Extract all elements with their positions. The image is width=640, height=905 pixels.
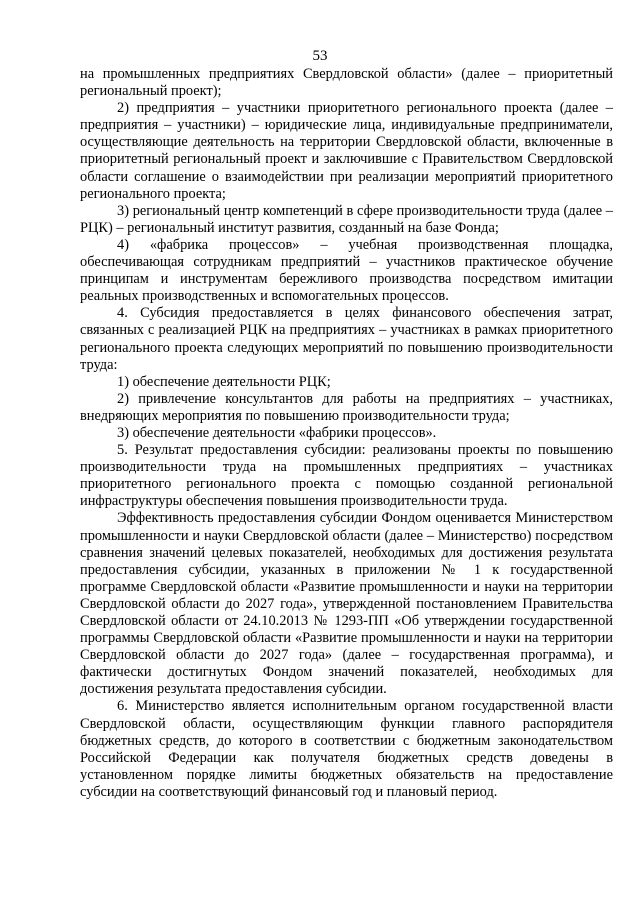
paragraph: Эффективность предоставления субсидии Фондом оценивается Министерством промышленности и науки Свердловской области (далее – Министерство) посредством сравнения значений целевых показателей, необходимых для достижения результата предоставления субсидии, указанных в приложении № 1 к государственной программе Свердловской области «Развитие промышленности и науки на территории Свердловской области до 2027 года», утвержденной постановлением Правительства Свердловской области от 24.10.2013 № 1293-ПП «Об утверждении государственной программы Свердловской области «Развитие промышленности и науки на территории Свердловской области до 2027 года» (далее – государственная программа), и фактически достигнутых Фондом значений показателей, необходимых для достижения результата предоставления субсидии. xyxy=(80,510,613,698)
paragraph: 2) привлечение консультантов для работы на предприятиях – участниках, внедряющих мероприятия по повышению производительности труда; xyxy=(80,390,613,424)
paragraph: 3) региональный центр компетенций в сфере производительности труда (далее – РЦК) – региональный институт развития, созданный на базе Фонда; xyxy=(80,202,613,236)
paragraph: 6. Министерство является исполнительным органом государственной власти Свердловской области, осуществляющим функции главного распорядителя бюджетных средств, до которого в соответствии с бюджетным законодательством Российской Федерации как получателя бюджетных средств доведены в установленном порядке лимиты бюджетных обязательств на предоставление субсидии на соответствующий финансовый год и плановый период. xyxy=(80,698,613,800)
paragraph: 4. Субсидия предоставляется в целях финансового обеспечения затрат, связанных с реализацией РЦК на предприятиях – участниках в рамках приоритетного регионального проекта следующих мероприятий по повышению производительности труда: xyxy=(80,305,613,373)
document-body xyxy=(80,66,613,801)
paragraph: 4) «фабрика процессов» – учебная производственная площадка, обеспечивающая сотрудникам предприятий – участников практическое обучение принципам и инструментам бережливого производства посредством имитации реальных производственных и вспомогательных процессов. xyxy=(80,236,613,305)
paragraph: 1) обеспечение деятельности РЦК; xyxy=(117,373,331,390)
paragraph: 5. Результат предоставления субсидии: реализованы проекты по повышению производительности труда на промышленных предприятиях – участниках приоритетного регионального проекта с помощью созданной региональной инфраструктуры обеспечения повышения производительности труда. xyxy=(80,442,613,510)
paragraph: на промышленных предприятиях Свердловской области» (далее – приоритетный региональный проект); xyxy=(80,66,613,100)
paragraph: 2) предприятия – участники приоритетного регионального проекта (далее – предприятия – участники) – юридические лица, индивидуальные предприниматели, осуществляющие деятельность на территории Свердловской области, включенные в приоритетный региональный проект и заключившие с Правительством Свердловской области соглашение о взаимодействии при реализации мероприятий приоритетного регионального проекта; xyxy=(80,100,613,202)
page-number: 53 xyxy=(312,48,328,64)
paragraph: 3) обеспечение деятельности «фабрики процессов». xyxy=(117,424,437,441)
